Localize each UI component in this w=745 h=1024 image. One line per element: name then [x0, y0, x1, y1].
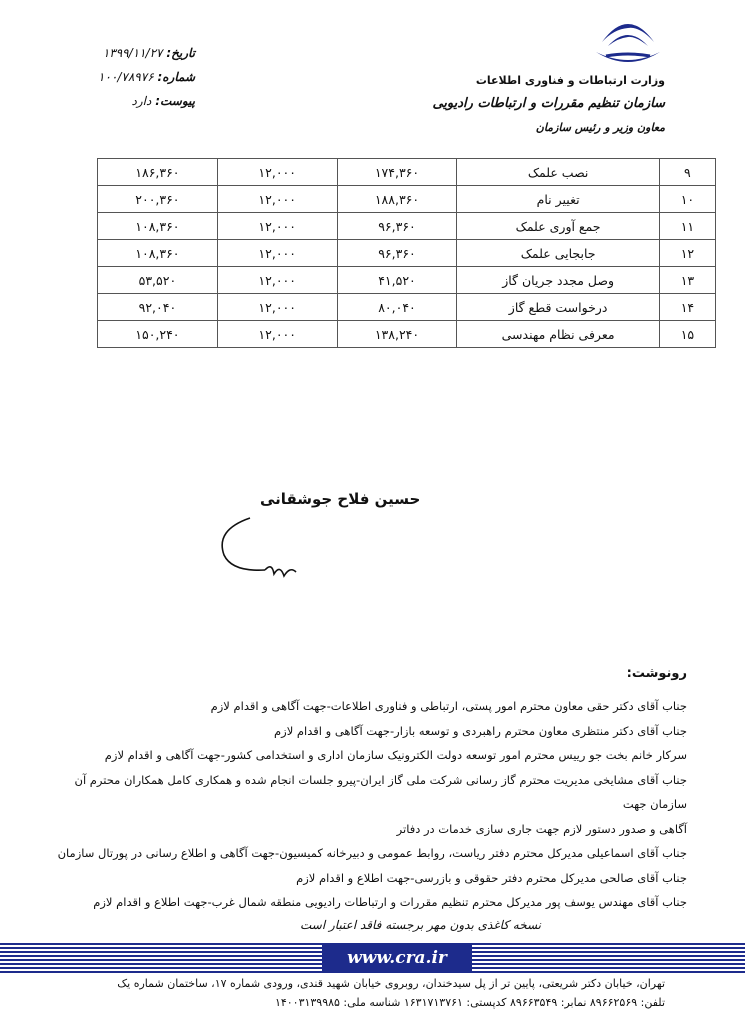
service-name-cell: تغییر نام [457, 186, 659, 213]
base-fee-cell: ۸۰,۰۴۰ [337, 294, 457, 321]
table-row [98, 186, 716, 213]
base-fee-cell: ۴۱,۵۲۰ [337, 267, 457, 294]
row-number-cell: ۱۴ [659, 294, 715, 321]
extra-fee-cell: ۱۲,۰۰۰ [217, 240, 337, 267]
total-fee-cell: ۱۰۸,۳۶۰ [98, 240, 218, 267]
extra-fee-cell: ۱۲,۰۰۰ [217, 213, 337, 240]
cc-item: جناب آقای دکتر حقی معاون محترم امور پستی، ارتباطی و فناوری اطلاعات-جهت آگاهی و اقدام لازم [210, 699, 687, 713]
attachment-field [95, 94, 195, 108]
service-name-cell: نصب علمک [457, 159, 659, 186]
validity-note: نسخه کاغذی بدون مهر برجسته فاقد اعتبار است [300, 918, 542, 932]
table-row [98, 213, 716, 240]
cc-item: آگاهی و صدور دستور لازم جهت جاری سازی خدمات در دفاتر [396, 821, 687, 836]
service-name-cell: درخواست قطع گاز [457, 294, 659, 321]
cc-item: جناب آقای دکتر منتظری معاون محترم راهبردی و توسعه بازار-جهت آگاهی و اقدام لازم [274, 723, 687, 738]
address: تهران، خیابان دکتر شریعتی، پایین تر از پل سیدخندان، روبروی خیابان شهید قندی، ورودی شماره ۱۷، ساختمان شماره یک [117, 977, 665, 990]
row-number-cell: ۱۵ [659, 321, 715, 348]
signatory-name: حسین فلاح جوشقانی [260, 490, 421, 508]
row-number-cell: ۱۳ [659, 267, 715, 294]
table-row [98, 321, 716, 348]
row-number-cell: ۱۰ [659, 186, 715, 213]
attachment-value: دارد [131, 94, 152, 108]
table-row [98, 240, 716, 267]
table-row [98, 267, 716, 294]
base-fee-cell: ۱۳۸,۲۴۰ [337, 321, 457, 348]
cc-title: رونوشت: [626, 666, 687, 681]
extra-fee-cell: ۱۲,۰۰۰ [217, 186, 337, 213]
service-name-cell: جابجایی علمک [457, 240, 659, 267]
base-fee-cell: ۹۶,۳۶۰ [337, 240, 457, 267]
fee-table [97, 158, 716, 348]
row-number-cell: ۱۲ [659, 240, 715, 267]
handwritten-signature [210, 500, 320, 590]
row-number-cell: ۱۱ [659, 213, 715, 240]
table-row [98, 159, 716, 186]
extra-fee-cell: ۱۲,۰۰۰ [217, 321, 337, 348]
table-row [98, 294, 716, 321]
total-fee-cell: ۵۳,۵۲۰ [98, 267, 218, 294]
ministry-name: وزارت ارتباطات و فناوری اطلاعات [475, 74, 665, 87]
total-fee-cell: ۱۵۰,۲۴۰ [98, 321, 218, 348]
total-fee-cell: ۹۲,۰۴۰ [98, 294, 218, 321]
total-fee-cell: ۲۰۰,۳۶۰ [98, 186, 218, 213]
cc-item: جناب آقای مشایخی مدیریت محترم گاز رسانی شرکت ملی گاز ایران-پیرو جلسات انجام شده و همکاری کامل همکاران محترم آن سازمان جهت [74, 772, 687, 811]
total-fee-cell: ۱۸۶,۳۶۰ [98, 159, 218, 186]
date-value: ۱۳۹۹/۱۱/۲۷ [102, 46, 163, 60]
contact-numbers: تلفن: ۸۹۶۶۲۵۶۹ نمابر: ۸۹۶۶۳۵۴۹ کدپستی: ۱۶۳۱۷۱۳۷۶۱ شناسه ملی: ۱۴۰۰۳۱۳۹۹۸۵ [274, 996, 665, 1009]
date-label: تاریخ: [166, 46, 195, 60]
cc-item: سرکار خانم بخت جو رییس محترم امور توسعه دولت الکترونیک سازمان اداری و استخدامی کشور-جهت آگاهی و اقدام لازم [104, 748, 687, 762]
service-name-cell: جمع آوری علمک [457, 213, 659, 240]
number-label: شماره: [157, 70, 195, 84]
website-url[interactable]: www.cra.ir [322, 945, 472, 971]
row-number-cell: ۹ [659, 159, 715, 186]
deputy-title: معاون وزیر و رئیس سازمان [535, 121, 665, 134]
extra-fee-cell: ۱۲,۰۰۰ [217, 267, 337, 294]
organization-name: سازمان تنظیم مقررات و ارتباطات رادیویی [432, 96, 665, 111]
cc-list [47, 694, 687, 915]
extra-fee-cell: ۱۲,۰۰۰ [217, 159, 337, 186]
base-fee-cell: ۹۶,۳۶۰ [337, 213, 457, 240]
base-fee-cell: ۱۸۸,۳۶۰ [337, 186, 457, 213]
cc-item: جناب آقای مهندس یوسف پور مدیرکل محترم تنظیم مقررات و ارتباطات رادیویی منطقه شمال غرب-جهت اطلاع و اقدام لازم [93, 895, 687, 909]
cra-logo-icon [592, 12, 664, 70]
cc-item: جناب آقای صالحی مدیرکل محترم دفتر حقوقی و بازرسی-جهت اطلاع و اقدام لازم [296, 870, 687, 885]
service-name-cell: وصل مجدد جریان گاز [457, 267, 659, 294]
attachment-label: پیوست: [155, 94, 195, 108]
base-fee-cell: ۱۷۴,۳۶۰ [337, 159, 457, 186]
service-name-cell: معرفی نظام مهندسی [457, 321, 659, 348]
number-field [95, 70, 195, 84]
cc-item: جناب آقای اسماعیلی مدیرکل محترم دفتر ریاست، روابط عمومی و دبیرخانه کمیسیون-جهت آگاهی و اطلاع رسانی در پورتال سازمان [57, 846, 687, 860]
extra-fee-cell: ۱۲,۰۰۰ [217, 294, 337, 321]
footer-band [0, 943, 745, 973]
total-fee-cell: ۱۰۸,۳۶۰ [98, 213, 218, 240]
date-field [95, 46, 195, 60]
number-value: ۱۰۰/۷۸۹۷۶ [98, 70, 154, 84]
